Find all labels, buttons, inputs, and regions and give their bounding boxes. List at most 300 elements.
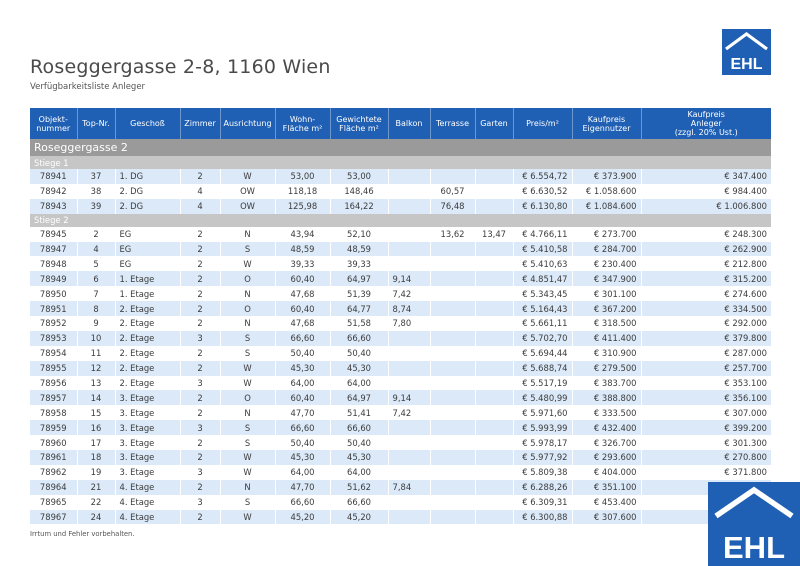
table-row: [30, 331, 771, 346]
table-cell: 47,70: [275, 405, 330, 420]
table-cell: 78952: [30, 316, 77, 331]
table-cell: 78955: [30, 361, 77, 376]
table-cell: € 5.694,44: [513, 346, 572, 361]
table-cell: € 5.688,74: [513, 361, 572, 376]
table-cell: O: [220, 390, 275, 405]
table-cell: 51,41: [330, 405, 388, 420]
table-cell: 14: [77, 390, 115, 405]
table-cell: 66,60: [330, 420, 388, 435]
table-cell: 78947: [30, 242, 77, 257]
column-header: Balkon: [388, 108, 430, 139]
table-cell: W: [220, 256, 275, 271]
table-cell: € 347.900: [572, 271, 641, 286]
table-cell: 2: [180, 271, 220, 286]
table-cell: [475, 199, 513, 214]
table-cell: € 1.006.800: [641, 199, 771, 214]
table-cell: [475, 184, 513, 199]
table-cell: 3. Etage: [115, 465, 180, 480]
table-cell: 78950: [30, 286, 77, 301]
ehl-logo-large-text: EHL: [723, 530, 785, 565]
table-cell: 51,58: [330, 316, 388, 331]
table-cell: 8: [77, 301, 115, 316]
table-cell: 66,60: [330, 495, 388, 510]
table-cell: € 301.300: [641, 435, 771, 450]
table-cell: 43,94: [275, 227, 330, 242]
table-cell: S: [220, 420, 275, 435]
table-cell: € 453.400: [572, 495, 641, 510]
table-row: [30, 376, 771, 391]
column-header: Top-Nr.: [77, 108, 115, 139]
table-cell: 78943: [30, 199, 77, 214]
table-cell: [388, 510, 430, 525]
table-cell: 50,40: [275, 346, 330, 361]
table-cell: [388, 242, 430, 257]
table-cell: 64,00: [275, 465, 330, 480]
table-cell: [430, 465, 475, 480]
table-cell: 3: [180, 420, 220, 435]
table-cell: 78961: [30, 450, 77, 465]
table-cell: [388, 256, 430, 271]
table-cell: 4. Etage: [115, 510, 180, 525]
table-cell: 3. Etage: [115, 435, 180, 450]
table-cell: 16: [77, 420, 115, 435]
table-row: [30, 346, 771, 361]
table-cell: [430, 271, 475, 286]
table-cell: € 5.517,19: [513, 376, 572, 391]
table-cell: 78956: [30, 376, 77, 391]
table-cell: 18: [77, 450, 115, 465]
table-cell: € 5.702,70: [513, 331, 572, 346]
table-cell: € 6.630,52: [513, 184, 572, 199]
table-cell: 78945: [30, 227, 77, 242]
table-cell: 3: [180, 465, 220, 480]
table-cell: [388, 169, 430, 184]
stiege-row: [30, 156, 771, 169]
table-cell: W: [220, 361, 275, 376]
table-cell: € 5.977,92: [513, 450, 572, 465]
table-cell: € 379.800: [641, 331, 771, 346]
table-cell: 7: [77, 286, 115, 301]
table-cell: 60,40: [275, 271, 330, 286]
table-cell: € 367.200: [572, 301, 641, 316]
table-cell: 45,30: [330, 361, 388, 376]
table-cell: 78954: [30, 346, 77, 361]
table-cell: 2: [180, 301, 220, 316]
table-cell: € 5.410,58: [513, 242, 572, 257]
table-cell: O: [220, 271, 275, 286]
table-cell: [430, 301, 475, 316]
table-cell: 1. Etage: [115, 286, 180, 301]
table-cell: 2: [180, 435, 220, 450]
table-cell: [430, 169, 475, 184]
table-row: [30, 169, 771, 184]
table-cell: [475, 346, 513, 361]
table-cell: 17: [77, 435, 115, 450]
table-cell: 64,00: [330, 376, 388, 391]
table-cell: [430, 286, 475, 301]
table-cell: [475, 242, 513, 257]
table-cell: [475, 256, 513, 271]
table-cell: € 6.554,72: [513, 169, 572, 184]
table-cell: [475, 376, 513, 391]
table-cell: 4: [180, 199, 220, 214]
table-row: [30, 450, 771, 465]
table-cell: 60,57: [430, 184, 475, 199]
footnote: Irrtum und Fehler vorbehalten.: [30, 530, 135, 538]
table-cell: € 6.309,31: [513, 495, 572, 510]
table-cell: [430, 405, 475, 420]
table-row: [30, 184, 771, 199]
table-cell: € 315.200: [641, 271, 771, 286]
table-cell: 3: [180, 331, 220, 346]
table-cell: € 307.600: [572, 510, 641, 525]
table-cell: € 5.993,99: [513, 420, 572, 435]
table-cell: 47,68: [275, 286, 330, 301]
table-cell: [430, 450, 475, 465]
table-cell: [475, 286, 513, 301]
table-cell: [475, 450, 513, 465]
table-cell: 64,97: [330, 271, 388, 286]
table-cell: 64,00: [275, 376, 330, 391]
table-cell: € 1.084.600: [572, 199, 641, 214]
table-cell: [388, 450, 430, 465]
table-cell: [475, 301, 513, 316]
table-cell: € 5.809,38: [513, 465, 572, 480]
table-cell: € 399.200: [641, 420, 771, 435]
table-cell: N: [220, 227, 275, 242]
table-cell: [430, 480, 475, 495]
table-cell: 50,40: [330, 346, 388, 361]
table-cell: € 279.500: [572, 361, 641, 376]
table-cell: [475, 390, 513, 405]
table-cell: € 383.700: [572, 376, 641, 391]
table-cell: 3. Etage: [115, 420, 180, 435]
table-cell: 2: [77, 227, 115, 242]
table-cell: 12: [77, 361, 115, 376]
table-row: [30, 435, 771, 450]
table-cell: 2: [180, 510, 220, 525]
table-cell: € 307.000: [641, 405, 771, 420]
table-cell: 78948: [30, 256, 77, 271]
table-cell: 60,40: [275, 301, 330, 316]
table-cell: 164,22: [330, 199, 388, 214]
table-row: [30, 227, 771, 242]
table-row: [30, 480, 771, 495]
table-cell: 51,62: [330, 480, 388, 495]
table-cell: € 404.000: [572, 465, 641, 480]
table-cell: 2: [180, 227, 220, 242]
table-cell: 21: [77, 480, 115, 495]
table-cell: 66,60: [330, 331, 388, 346]
table-cell: 13,47: [475, 227, 513, 242]
table-cell: 78967: [30, 510, 77, 525]
table-cell: S: [220, 495, 275, 510]
ehl-logo-text: EHL: [730, 56, 763, 73]
table-cell: [430, 346, 475, 361]
table-cell: [388, 495, 430, 510]
table-cell: [430, 242, 475, 257]
section-label: Roseggergasse 2: [30, 139, 771, 156]
table-cell: 10: [77, 331, 115, 346]
table-cell: [475, 465, 513, 480]
table-cell: 48,59: [275, 242, 330, 257]
table-cell: [475, 169, 513, 184]
table-row: [30, 256, 771, 271]
table-cell: N: [220, 480, 275, 495]
table-cell: 45,20: [330, 510, 388, 525]
table-cell: 13,62: [430, 227, 475, 242]
table-cell: 2. Etage: [115, 346, 180, 361]
table-cell: [388, 331, 430, 346]
table-cell: € 6.288,26: [513, 480, 572, 495]
table-cell: 50,40: [275, 435, 330, 450]
table-cell: [475, 331, 513, 346]
table-cell: [475, 510, 513, 525]
table-cell: 64,00: [330, 465, 388, 480]
table-cell: € 301.100: [572, 286, 641, 301]
table-cell: [388, 420, 430, 435]
table-cell: 78959: [30, 420, 77, 435]
table-cell: € 212.800: [641, 256, 771, 271]
table-cell: [475, 405, 513, 420]
table-cell: € 5.978,17: [513, 435, 572, 450]
column-header: Gewichtete Fläche m²: [330, 108, 388, 139]
table-cell: 50,40: [330, 435, 388, 450]
table-cell: 2. Etage: [115, 316, 180, 331]
table-cell: 39: [77, 199, 115, 214]
table-cell: € 5.164,43: [513, 301, 572, 316]
table-cell: 2. Etage: [115, 376, 180, 391]
table-cell: € 432.400: [572, 420, 641, 435]
table-cell: 9: [77, 316, 115, 331]
table-cell: € 6.130,80: [513, 199, 572, 214]
ehl-logo: [722, 29, 771, 75]
table-cell: 78965: [30, 495, 77, 510]
table-cell: 45,30: [275, 450, 330, 465]
table-row: [30, 316, 771, 331]
table-cell: 76,48: [430, 199, 475, 214]
table-cell: 2: [180, 169, 220, 184]
table-cell: 8,74: [388, 301, 430, 316]
table-cell: 2: [180, 256, 220, 271]
table-cell: 6: [77, 271, 115, 286]
table-cell: 125,98: [275, 199, 330, 214]
table-cell: 2: [180, 480, 220, 495]
table-row: [30, 465, 771, 480]
table-cell: 37: [77, 169, 115, 184]
table-cell: 66,60: [275, 331, 330, 346]
table-cell: 4: [77, 242, 115, 257]
table-cell: € 1.058.600: [572, 184, 641, 199]
column-header: Ausrichtung: [220, 108, 275, 139]
table-cell: 2: [180, 361, 220, 376]
table-cell: 51,39: [330, 286, 388, 301]
column-header: Kaufpreis Anleger (zzgl. 20% Ust.): [641, 108, 771, 139]
table-cell: € 353.100: [641, 376, 771, 391]
table-cell: S: [220, 331, 275, 346]
table-cell: 2: [180, 316, 220, 331]
table-cell: [475, 495, 513, 510]
table-cell: N: [220, 316, 275, 331]
table-cell: [388, 435, 430, 450]
table-cell: EG: [115, 256, 180, 271]
table-cell: S: [220, 346, 275, 361]
table-cell: OW: [220, 199, 275, 214]
table-row: [30, 242, 771, 257]
table-row: [30, 420, 771, 435]
table-cell: [388, 361, 430, 376]
table-cell: 52,10: [330, 227, 388, 242]
table-cell: € 292.000: [641, 316, 771, 331]
table-cell: 7,80: [388, 316, 430, 331]
table-row: [30, 495, 771, 510]
table-cell: 64,77: [330, 301, 388, 316]
table-row: [30, 286, 771, 301]
table-cell: € 347.400: [641, 169, 771, 184]
stiege-label: Stiege 2: [30, 214, 771, 227]
table-cell: W: [220, 465, 275, 480]
column-header: Zimmer: [180, 108, 220, 139]
table-cell: N: [220, 405, 275, 420]
table-cell: 4. Etage: [115, 495, 180, 510]
table-cell: 2. DG: [115, 184, 180, 199]
table-cell: € 356.100: [641, 390, 771, 405]
table-cell: 2: [180, 242, 220, 257]
table-row: [30, 510, 771, 525]
table-cell: € 5.971,60: [513, 405, 572, 420]
table-cell: [430, 331, 475, 346]
table-row: [30, 301, 771, 316]
table-cell: [430, 435, 475, 450]
table-cell: 53,00: [275, 169, 330, 184]
table-cell: 39,33: [330, 256, 388, 271]
table-cell: 4: [180, 184, 220, 199]
table-cell: 2. DG: [115, 199, 180, 214]
table-cell: 60,40: [275, 390, 330, 405]
table-cell: 3: [180, 495, 220, 510]
column-header: Preis/m²: [513, 108, 572, 139]
table-cell: € 5.410,63: [513, 256, 572, 271]
table-cell: 78960: [30, 435, 77, 450]
table-cell: € 284.700: [572, 242, 641, 257]
table-cell: € 326.700: [572, 435, 641, 450]
table-cell: 78941: [30, 169, 77, 184]
table-cell: [475, 435, 513, 450]
table-cell: 1. Etage: [115, 271, 180, 286]
table-cell: [388, 346, 430, 361]
table-cell: 78957: [30, 390, 77, 405]
table-row: [30, 390, 771, 405]
page-title: Roseggergasse 2-8, 1160 Wien: [30, 56, 331, 78]
table-cell: 2: [180, 286, 220, 301]
table-cell: € 318.500: [572, 316, 641, 331]
table-cell: 47,68: [275, 316, 330, 331]
stiege-label: Stiege 1: [30, 156, 771, 169]
table-cell: 118,18: [275, 184, 330, 199]
table-cell: € 351.100: [572, 480, 641, 495]
table-cell: € 287.000: [641, 346, 771, 361]
table-cell: 22: [77, 495, 115, 510]
table-cell: € 4.766,11: [513, 227, 572, 242]
table-cell: [388, 465, 430, 480]
table-cell: [475, 480, 513, 495]
table-row: [30, 361, 771, 376]
table-cell: € 270.800: [641, 450, 771, 465]
table-cell: [430, 316, 475, 331]
table-cell: [388, 184, 430, 199]
column-header: Wohn- Fläche m²: [275, 108, 330, 139]
table-cell: € 293.600: [572, 450, 641, 465]
table-cell: W: [220, 510, 275, 525]
table-cell: € 273.700: [572, 227, 641, 242]
table-cell: [475, 271, 513, 286]
table-cell: 45,30: [330, 450, 388, 465]
availability-table: [30, 108, 771, 524]
table-cell: 11: [77, 346, 115, 361]
table-cell: [430, 510, 475, 525]
table-cell: € 388.800: [572, 390, 641, 405]
table-cell: 7,42: [388, 286, 430, 301]
table-cell: S: [220, 242, 275, 257]
table-cell: € 310.900: [572, 346, 641, 361]
table-cell: 45,30: [275, 361, 330, 376]
table-cell: [430, 495, 475, 510]
table-cell: 9,14: [388, 271, 430, 286]
table-cell: OW: [220, 184, 275, 199]
table-cell: 2: [180, 390, 220, 405]
table-cell: € 5.480,99: [513, 390, 572, 405]
table-cell: € 373.900: [572, 169, 641, 184]
table-cell: [430, 361, 475, 376]
table-cell: 78962: [30, 465, 77, 480]
table-cell: 2. Etage: [115, 361, 180, 376]
table-cell: 2. Etage: [115, 301, 180, 316]
column-header: Geschoß: [115, 108, 180, 139]
table-cell: 13: [77, 376, 115, 391]
table-cell: 2: [180, 346, 220, 361]
table-cell: 2: [180, 405, 220, 420]
table-cell: 24: [77, 510, 115, 525]
table-row: [30, 271, 771, 286]
table-cell: 2. Etage: [115, 331, 180, 346]
table-cell: € 257.700: [641, 361, 771, 376]
table-cell: 7,84: [388, 480, 430, 495]
table-cell: € 230.400: [572, 256, 641, 271]
table-cell: 78949: [30, 271, 77, 286]
table-cell: 3. Etage: [115, 405, 180, 420]
table-row: [30, 405, 771, 420]
table-cell: € 371.800: [641, 465, 771, 480]
table-cell: 66,60: [275, 495, 330, 510]
table-cell: € 5.343,45: [513, 286, 572, 301]
table-cell: € 984.400: [641, 184, 771, 199]
table-cell: 78958: [30, 405, 77, 420]
table-header-row: [30, 108, 771, 139]
column-header: Garten: [475, 108, 513, 139]
table-cell: [430, 256, 475, 271]
table-cell: 39,33: [275, 256, 330, 271]
table-cell: 78951: [30, 301, 77, 316]
table-cell: [430, 420, 475, 435]
table-cell: 78964: [30, 480, 77, 495]
table-cell: 64,97: [330, 390, 388, 405]
table-cell: 2: [180, 450, 220, 465]
section-row: [30, 139, 771, 156]
stiege-row: [30, 214, 771, 227]
table-cell: 148,46: [330, 184, 388, 199]
table-body: [30, 139, 771, 524]
table-cell: 66,60: [275, 420, 330, 435]
